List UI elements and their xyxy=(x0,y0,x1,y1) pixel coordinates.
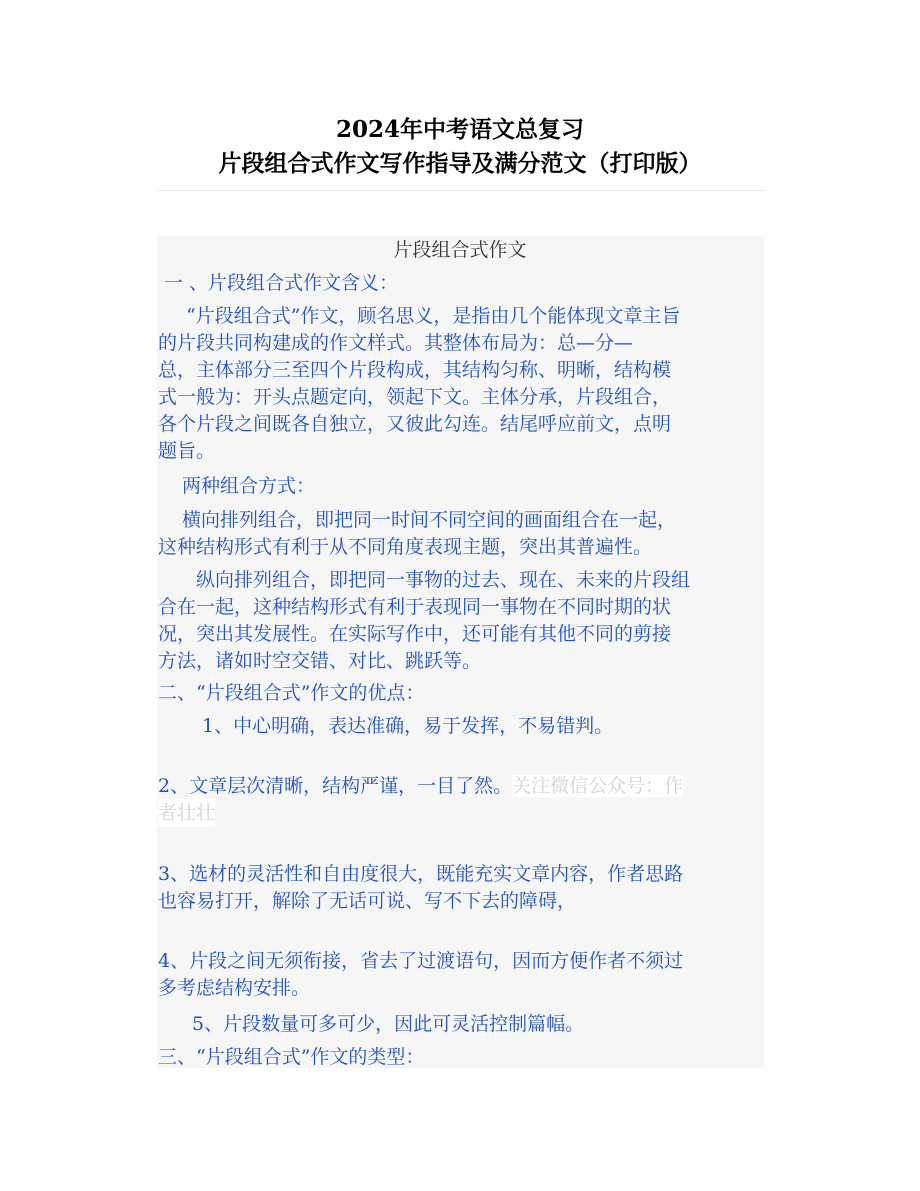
combination-ways-title: 两种组合方式： xyxy=(182,475,316,497)
paragraph-line: 的片段共同构建成的作文样式。其整体布局为：总—分— xyxy=(158,332,634,354)
document-title: 2024年中考语文总复习 xyxy=(335,116,584,143)
paragraph-line: 合在一起，这种结构形式有利于表现同一事物在不同时期的状 xyxy=(158,596,672,618)
paragraph-line: 方法，诸如时空交错、对比、跳跃等。 xyxy=(158,650,482,672)
advantage-2-line xyxy=(158,772,683,800)
advantage-2: 2、文章层次清晰，结构严谨，一目了然。 xyxy=(158,775,513,797)
paragraph-line: “片段组合式”作文，顾名思义，是指由几个能体现文章主旨 xyxy=(186,305,681,327)
section-heading: 片段组合式作文 xyxy=(393,239,527,261)
paragraph-line: 4、片段之间无须衔接，省去了过渡语句，因而方便作者不须过 xyxy=(158,950,684,972)
wechat-note-line xyxy=(158,799,215,827)
wechat-note-author: 者壮壮 xyxy=(158,799,215,827)
paragraph-line: 式一般为：开头点题定向，领起下文。主体分承，片段组合， xyxy=(158,386,672,408)
paragraph-line: 各个片段之间既各自独立，又彼此勾连。结尾呼应前文，点明 xyxy=(158,413,672,435)
advantage-5: 5、片段数量可多可少，因此可灵活控制篇幅。 xyxy=(192,1013,585,1035)
paragraph-line: 也容易打开，解除了无话可说、写不下去的障碍， xyxy=(158,890,577,912)
section-2-title: 二、“片段组合式”作文的优点： xyxy=(158,682,425,704)
paragraph-line: 纵向排列组合，即把同一事物的过去、现在、未来的片段组 xyxy=(196,569,691,591)
paragraph-line: 题旨。 xyxy=(158,440,216,462)
document-subtitle: 片段组合式作文写作指导及满分范文（打印版） xyxy=(218,150,702,177)
paragraph-line: 况，突出其发展性。在实际写作中，还可能有其他不同的剪接 xyxy=(158,623,672,645)
section-1-title: 一 、片段组合式作文含义： xyxy=(164,272,399,294)
wechat-note: 关注微信公众号：作 xyxy=(512,775,684,797)
paragraph-line: 总，主体部分三至四个片段构成，其结构匀称、明晰，结构模 xyxy=(158,359,672,381)
section-3-title: 三、“片段组合式”作文的类型： xyxy=(158,1046,425,1068)
advantage-1: 1、中心明确，表达准确，易于发挥，不易错判。 xyxy=(202,715,614,737)
paragraph-line: 横向排列组合，即把同一时间不同空间的画面组合在一起， xyxy=(182,509,677,531)
paragraph-line: 3、选材的灵活性和自由度很大，既能充实文章内容，作者思路 xyxy=(158,863,684,885)
paragraph-line: 这种结构形式有利于从不同角度表现主题，突出其普遍性。 xyxy=(158,536,653,558)
title-divider xyxy=(157,190,764,191)
paragraph-line: 多考虑结构安排。 xyxy=(158,977,311,999)
